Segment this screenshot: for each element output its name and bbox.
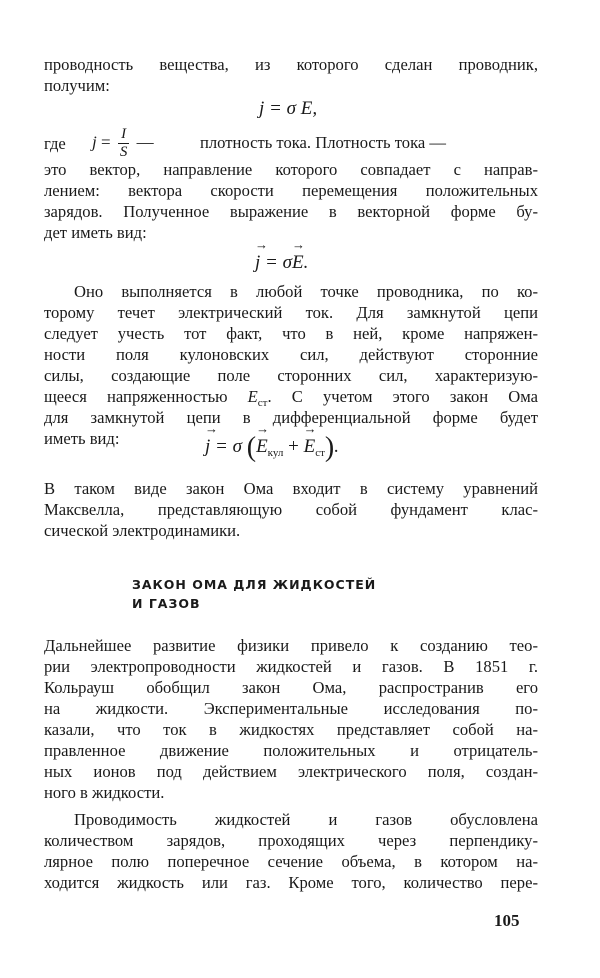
text-line: лярное полю поперечное сечение объема, в котором на- [44,852,538,871]
eq-dash: — [136,132,154,152]
text-line: получим: [44,76,110,95]
text-line: ходится жидкость или газ. Кроме того, количество пере- [44,873,538,892]
fraction [118,126,130,161]
paren-right: ) [324,432,335,463]
where-text: плотность тока. Плотность тока — [200,133,446,152]
text-line: сической электродинамики. [44,521,241,540]
eq-operator: = [100,132,111,152]
eq-symbol: j [92,132,97,152]
text-line: Дальнейшее развитие физики привело к созданию тео- [44,636,538,655]
vector-e-external: → E [304,436,316,458]
where-label: где [44,134,66,153]
text-line: дет иметь вид: [44,223,147,242]
text-line: силы, создающие поле сторонних сил, характеризую- [44,366,538,385]
text-fragment: щееся напряженностью [44,387,248,406]
text-line: рии электропроводности жидкостей и газов. В 1851 г. [44,657,538,676]
eq-operator: = σ [264,98,301,119]
text-line: Проводимость жидкостей и газов обусловлена [74,810,538,829]
text-line: Максвелла, представляющую собой фундамент клас- [44,500,538,519]
eq-operator: = σ [210,436,247,457]
paren-left: ( [246,432,257,463]
subscript: ст [315,447,325,459]
eq-operator: = σ [260,252,292,273]
text-line: для замкнутой цепи в дифференциальной форме будет [44,408,538,427]
subscript: кул [267,447,284,459]
symbol-e: E [247,387,258,406]
vector-j: → j [255,252,260,274]
text-line: на жидкости. Экспериментальные исследования по- [44,699,538,718]
equation-current-density [259,98,317,120]
vector-e-coulomb: → E [256,436,268,458]
text-line: проводность вещества, из которого сделан проводник, [44,55,538,74]
text-line: ности поля кулоновских сил, действуют сторонние [44,345,538,364]
eq-symbol: E, [300,98,318,119]
text-line: ного в жидкости. [44,783,165,802]
text-line: правленное движение положительных и отрицатель- [44,741,538,760]
equation-closed-circuit [205,432,339,464]
section-heading-line: И ГАЗОВ [132,596,201,611]
eq-operator: + [283,436,304,457]
eq-punct: . [303,252,309,273]
fraction-definition [92,126,154,161]
eq-symbol: j [259,98,265,119]
where-line [44,133,66,154]
text-line: Оно выполняется в любой точке проводника, по ко- [74,282,538,301]
text-line: зарядов. Полученное выражение в векторной форме бу- [44,202,538,221]
equation-vector-form [255,252,308,274]
text-line: казали, что ток в жидкостях представляет собой на- [44,720,538,739]
text-line: следует учесть тот факт, что в ней, кроме напряжен- [44,324,538,343]
section-heading-line: ЗАКОН ОМА ДЛЯ ЖИДКОСТЕЙ [132,577,377,592]
subscript: ст [257,397,268,409]
text-line: Кольрауш обобщил закон Ома, распространив его [44,678,538,697]
text-fragment: . С учетом этого закон Ома [267,387,538,406]
text-line: это вектор, направление которого совпадает с направ- [44,160,538,179]
fraction-denominator: S [119,144,128,160]
text-line: иметь вид: [44,429,120,448]
fraction-numerator: I [118,126,130,144]
text-line: торому течет электрический ток. Для замкнутой цепи [44,303,538,322]
eq-punct: . [334,436,339,457]
vector-e: → E [292,252,304,274]
page-number: 105 [494,911,520,930]
text-line: лением: вектора скорости перемещения положительных [44,181,538,200]
text-line: В таком виде закон Ома входит в систему уравнений [44,479,538,498]
vector-j: → j [205,436,210,458]
text-line: ных ионов под действием электрического поля, создан- [44,762,538,781]
text-line: количеством зарядов, проходящих через перпендику- [44,831,538,850]
